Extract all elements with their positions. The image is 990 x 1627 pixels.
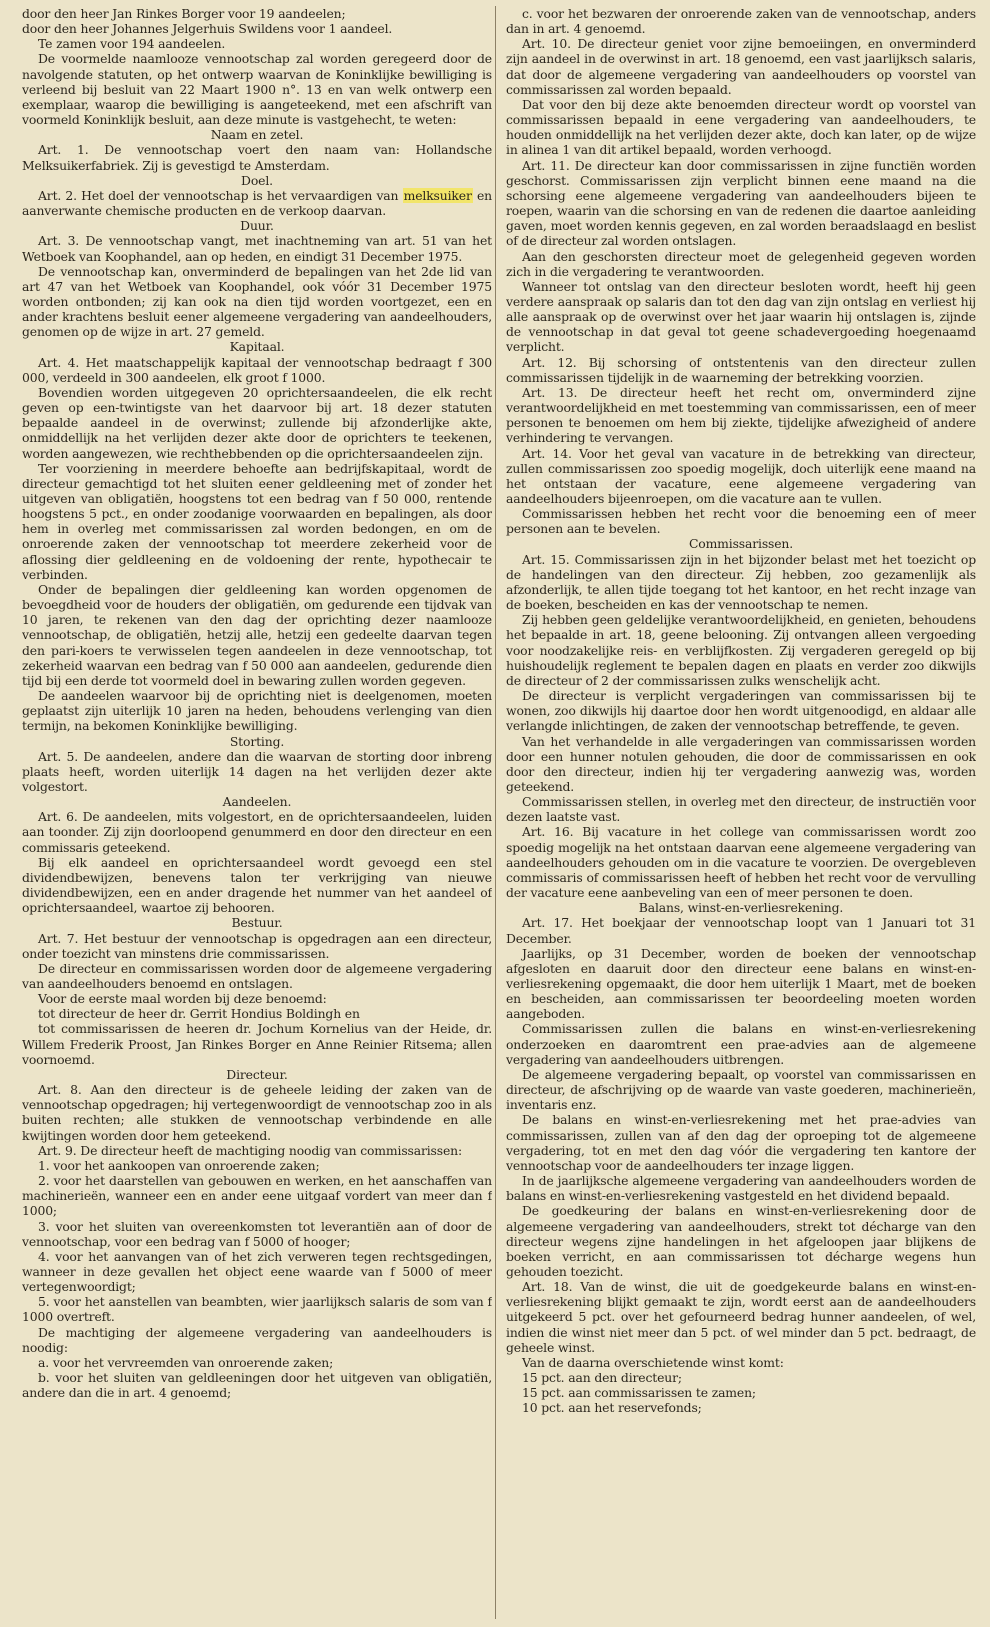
paragraph: Bij elk aandeel en oprichtersaandeel wordt gevoegd een stel dividendbewijzen, benevens talon ter verkrijging van nieuwe dividendbewijzen, een en ander dragende het nummer van het aandeel of oprichtersaandeel, waartoe zij behooren. <box>22 854 492 916</box>
paragraph: Onder de bepalingen dier geldleening kan worden opgenomen de bevoegdheid voor de houders der obligatiën, om gedurende een tijdvak van 10 jaren, te rekenen van den dag der oprichting dezer naamlooze vennootschap, de obligatiën, hetzij alle, hetzij een gedeelte daarvan tegen den pari-koers te verwisselen tegen aandeelen in deze vennootschap, tot zekerheid waarvan een bedrag van f 50 000 aan aandeelen, gedurende dien tijd bij een derde tot voormeld doel in bewaring zullen worden gegeven. <box>22 581 492 688</box>
paragraph: Art. 1. De vennootschap voert den naam van: Hollandsche Melksuikerfabriek. Zij is gevestigd te Amsterdam. <box>22 142 492 173</box>
paragraph: Van de daarna overschietende winst komt: <box>522 1354 784 1370</box>
list-item: c. voor het bezwaren der onroerende zaken van de vennootschap, anders dan in art. 4 genoemd. <box>506 6 976 37</box>
paragraph: Art. 11. De directeur kan door commissarissen in zijne functiën worden geschorst. Commissarissen zijn verplicht binnen eene maand na die schorsing eene algemeene vergadering van aandeelhouders bijeen te roepen, waarin van die schorsing en van de redenen die daartoe aanleiding gaven, moet worden kennis gegeven, en zal worden beraadslaagd en beslist of de directeur zal worden ontslagen. <box>506 157 976 249</box>
paragraph: Art. 5. De aandeelen, andere dan die waarvan de storting door inbreng plaats heeft, worden uiterlijk 14 dagen na het verlijden dezer akte volgestort. <box>22 748 492 794</box>
paragraph: Art. 15. Commissarissen zijn in het bijzonder belast met het toezicht op de handelingen van den directeur. Zij hebben, zoo gezamenlijk als afzonderlijk, te allen tijde toegang tot het kantoor, en het recht inzage van de boeken, bescheiden en kas der vennootschap te nemen. <box>506 551 976 613</box>
paragraph: Art. 13. De directeur heeft het recht om, onverminderd zijne verantwoordelijkheid en met toestemming van commissarissen, een of meer personen te benoemen om hem bij ziekte, tijdelijke afwezigheid of andere verhindering te vervangen. <box>506 384 976 446</box>
text-run: en aanverwante chemische producten en de verkoop daarvan. <box>22 187 492 219</box>
highlighted-term: melksuiker <box>403 187 472 203</box>
section-heading: Commissarissen. <box>688 536 794 552</box>
paragraph: Art. 18. Van de winst, die uit de goedgekeurde balans en winst-en-verliesrekening blijkt gemaakt te zijn, wordt eerst aan de aandeelhouders uitgekeerd 5 pct. over het gefourneerd bedrag hunner aandeelen, of wel, indien die winst niet meer dan 5 pct. of wel minder dan 5 pct. bedraagt, de geheele winst. <box>506 1279 976 1355</box>
list-item: 4. voor het aanvangen van of het zich verweren tegen rechtsgedingen, wanneer in deze gevallen het object eene waarde van f 5000 of meer vertegenwoordigt; <box>22 1248 492 1295</box>
paragraph: Art. 17. Het boekjaar der vennootschap loopt van 1 Januari tot 31 December. <box>506 915 976 946</box>
list-item: 2. voor het daarstellen van gebouwen en werken, en het aanschaffen van machinerieën, wanneer een en ander eene uitgaaf vordert van meer dan f 1000; <box>22 1173 492 1219</box>
paragraph: Art. 4. Het maatschappelijk kapitaal der vennootschap bedraagt f 300 000, verdeeld in 300 aandeelen, elk groot f 1000. <box>22 354 492 385</box>
paragraph: Art. 16. Bij vacature in het college van commissarissen wordt zoo spoedig mogelijk na het ontstaan daarvan eene algemeene vergadering van aandeelhouders gehouden om in die vacature te voorzien. De overgebleven commissaris of commissarissen heeft of hebben het recht voor de vervulling der vacature eene aanbeveling van een of meer personen te doen. <box>506 824 976 901</box>
list-item: a. voor het vervreemden van onroerende zaken; <box>38 1354 334 1370</box>
paragraph: De directeur is verplicht vergaderingen van commissarissen bij te wonen, zoo dikwijls hij daartoe door hen wordt uitgenoodigd, en aldaar alle verlangde inlichtingen, de zaken der vennootschap betreffende, te geven. <box>506 688 976 734</box>
paragraph: De vennootschap kan, onverminderd de bepalingen van het 2de lid van art 47 van het Wetboek van Koophandel, ook vóór 31 December 1975 worden ontbonden; zij kan ook na dien tijd worden voortgezet, een en ander krachtens besluit eener algemeene vergadering van aandeelhouders, genomen op de wijze in art. 27 gemeld. <box>22 263 492 340</box>
paragraph: De aandeelen waarvoor bij de oprichting niet is deelgenomen, moeten geplaatst zijn uiterlijk 10 jaren na heden, behoudens verlenging van dien termijn, na bekomen Koninklijke bewilliging. <box>22 688 492 734</box>
paragraph: Bovendien worden uitgegeven 20 oprichtersaandeelen, die elk recht geven op een-twintigste van het daarvoor bij art. 18 dezer statuten bepaalde aandeel in de overwinst; zullende bij afzonderlijke akte, onmiddellijk na het verlijden dezer akte door de oprichters te teekenen, worden aangewezen, wie rechthebbenden op die oprichtersaandeelen zijn. <box>22 384 492 461</box>
column-divider <box>495 6 496 1619</box>
paragraph: Jaarlijks, op 31 December, worden de boeken der vennootschap afgesloten en daaruit door den directeur eene balans en winst-en-verliesrekening opgemaakt, die door hem uiterlijk 1 Maart, met de boeken en bescheiden, aan commissarissen ter beoordeeling moeten worden aangeboden. <box>506 945 976 1022</box>
paragraph: door den heer Johannes Jelgerhuis Swildens voor 1 aandeel. <box>22 21 393 37</box>
paragraph: door den heer Jan Rinkes Borger voor 19 aandeelen; <box>22 6 346 21</box>
paragraph: Te zamen voor 194 aandeelen. <box>38 36 226 52</box>
paragraph: tot commissarissen de heeren dr. Jochum Kornelius van der Heide, dr. Willem Frederik Proost, Jan Rinkes Borger en Anne Reinier Ritsema; allen voornoemd. <box>22 1021 492 1067</box>
section-heading: Naam en zetel. <box>210 127 304 143</box>
paragraph: De voormelde naamlooze vennootschap zal worden geregeerd door de navolgende statuten, op het ontwerp waarvan de Koninklijke bewilliging is verleend bij besluit van 22 Maart 1900 n°. 13 en van welk ontwerp een exemplaar, waarop die bewilliging is aangeteekend, met een afschrift van voormeld Koninklijk besluit, aan deze minute is vastgehecht, te weten: <box>22 51 492 128</box>
paragraph: Art. 10. De directeur geniet voor zijne bemoeiingen, en onverminderd zijn aandeel in de overwinst in art. 18 genoemd, een vast jaarlijksch salaris, dat door de algemeene vergadering van aandeelhouders op voorstel van commissarissen zal worden bepaald. <box>506 36 976 97</box>
section-heading: Balans, winst-en-verliesrekening. <box>638 900 844 916</box>
paragraph: Ter voorziening in meerdere behoefte aan bedrijfskapitaal, wordt de directeur gemachtigd tot het sluiten eener geldleening met of zonder het uitgeven van obligatiën, hoogstens tot een bedrag van f 50 000, rentende hoogstens 5 pct., en onder zoodanige voorwaarden en bepalingen, als door hem in overleg met commissarissen zal worden bedongen, en om de onroerende zaken der vennootschap tot meerdere zekerheid voor de aflossing dier geldleening en de voldoening der rente, hypothecair te verbinden. <box>22 460 492 582</box>
paragraph: Wanneer tot ontslag van den directeur besloten wordt, heeft hij geen verdere aanspraak op salaris dan tot den dag van zijn ontslag en verliest hij alle aanspraak op de overwinst over het jaar waarin hij ontslagen is, zijnde de vennootschap in dat geval tot geene schadevergoeding hoegenaamd verplicht. <box>506 278 976 355</box>
section-heading: Directeur. <box>226 1066 288 1082</box>
list-item: 5. voor het aanstellen van beambten, wier jaarlijksch salaris de som van f 1000 overtreft. <box>22 1294 492 1325</box>
paragraph: Art. 6. De aandeelen, mits volgestort, en de oprichtersaandeelen, luiden aan toonder. Zij zijn doorloopend genummerd en door den directeur en een commissaris geteekend. <box>22 809 492 855</box>
section-heading: Duur. <box>240 218 274 234</box>
paragraph: Art. 9. De directeur heeft de machtiging noodig van commissarissen: <box>38 1142 463 1158</box>
paragraph: tot directeur de heer dr. Gerrit Hondius Boldingh en <box>38 1006 360 1022</box>
list-item: 3. voor het sluiten van overeenkomsten tot leverantiën aan of door de vennootschap, voor een bedrag van f 5000 of hooger; <box>22 1218 492 1249</box>
section-heading: Aandeelen. <box>222 794 292 810</box>
paragraph: Commissarissen stellen, in overleg met den directeur, de instructiën voor dezen laatste vast. <box>506 794 976 825</box>
paragraph: Art. 3. De vennootschap vangt, met inachtneming van art. 51 van het Wetboek van Koophandel, aan op heden, en eindigt 31 December 1975. <box>22 233 492 264</box>
list-item: 15 pct. aan commissarissen te zamen; <box>522 1385 756 1401</box>
paragraph: Commissarissen zullen die balans en winst-en-verliesrekening onderzoeken en daaromtrent een prae-advies aan de algemeene vergadering van aandeelhouders uitbrengen. <box>506 1021 976 1067</box>
paragraph: Art. 14. Voor het geval van vacature in de betrekking van directeur, zullen commissarissen zoo spoedig mogelijk, doch uiterlijk eene maand na het ontstaan der vacature, eene algemeene vergadering van aandeelhouders bijeenroepen, om die vacature aan te vullen. <box>506 445 976 506</box>
paragraph: Aan den geschorsten directeur moet de gelegenheid gegeven worden zich in die vergadering te verantwoorden. <box>506 248 976 279</box>
paragraph: De algemeene vergadering bepaalt, op voorstel van commissarissen en directeur, de afschrijving op de waarde van vaste goederen, machinerieën, inventaris enz. <box>506 1066 976 1113</box>
list-item: 1. voor het aankoopen van onroerende zaken; <box>38 1157 320 1173</box>
paragraph: Dat voor den bij deze akte benoemden directeur wordt op voorstel van commissarissen bepaald in eene vergadering van aandeelhouders, te houden onmiddellijk na het verlijden dezer akte, doch kan later, op de wijze in alinea 1 van dit artikel bepaald, worden verhoogd. <box>506 96 976 158</box>
section-heading: Kapitaal. <box>229 339 285 355</box>
paragraph: Art. 7. Het bestuur der vennootschap is opgedragen aan een directeur, onder toezicht van minstens drie commissarissen. <box>22 930 492 961</box>
list-item: b. voor het sluiten van geldleeningen door het uitgeven van obligatiën, andere dan die in art. 4 genoemd; <box>22 1370 492 1401</box>
paragraph: De directeur en commissarissen worden door de algemeene vergadering van aandeelhouders benoemd en ontslagen. <box>22 960 492 991</box>
section-heading: Doel. <box>241 172 273 188</box>
section-heading: Storting. <box>229 733 285 749</box>
paragraph: Van het verhandelde in alle vergaderingen van commissarissen worden door een hunner notulen gehouden, die door de commissarissen en ook door den directeur, indien hij ter vergadering aanwezig was, worden geteekend. <box>506 733 976 794</box>
list-item: 10 pct. aan het reservefonds; <box>522 1400 702 1416</box>
paragraph: Commissarissen hebben het recht voor die benoeming een of meer personen aan te bevelen. <box>506 506 976 537</box>
paragraph: Zij hebben geen geldelijke verantwoordelijkheid, en genieten, behoudens het bepaalde in art. 18, geene belooning. Zij ontvangen alleen vergoeding voor noodzakelijke reis- en verblijfkosten. Zij vergaderen geregeld op bij huishoudelijk reglement te bepalen dagen en plaats en verder zoo dikwijls de directeur of 2 der commissarissen zulks wenschelijk acht. <box>506 612 976 688</box>
left-column <box>22 6 492 1627</box>
paragraph: Art. 8. Aan den directeur is de geheele leiding der zaken van de vennootschap opgedragen; hij vertegenwoordigt de vennootschap zoo in als buiten rechten; alle stukken de vennootschap verbindende en alle kwijtingen worden door hem geteekend. <box>22 1082 492 1143</box>
paragraph: De goedkeuring der balans en winst-en-verliesrekening door de algemeene vergadering van aandeelhouders, strekt tot décharge van den directeur wegens zijne handelingen in het afgeloopen jaar blijkens de boeken verricht, en aan commissarissen tot décharge wegens hun gehouden toezicht. <box>506 1203 976 1279</box>
paragraph: Art. 12. Bij schorsing of ontstentenis van den directeur zullen commissarissen tijdelijk in de waarneming der betrekking voorzien. <box>506 354 976 385</box>
paragraph: De machtiging der algemeene vergadering van aandeelhouders is noodig: <box>22 1324 492 1355</box>
right-column <box>506 6 976 1627</box>
section-heading: Bestuur. <box>231 915 283 931</box>
paragraph-art-2 <box>22 188 492 218</box>
text-run: Art. 2. Het doel der vennootschap is het vervaardigen van <box>38 187 399 203</box>
paragraph: Voor de eerste maal worden bij deze benoemd: <box>38 991 327 1007</box>
paragraph: De balans en winst-en-verliesrekening met het prae-advies van commissarissen, zullen van af den dag der oproeping tot de algemeene vergadering, tot en met den dag vóór die vergadering ten kantore der vennootschap voor de aandeelhouders ter inzage liggen. <box>506 1112 976 1173</box>
list-item: 15 pct. aan den directeur; <box>522 1370 682 1386</box>
paragraph: In de jaarlijksche algemeene vergadering van aandeelhouders worden de balans en winst-en-verliesrekening vastgesteld en het dividend bepaald. <box>506 1173 976 1204</box>
